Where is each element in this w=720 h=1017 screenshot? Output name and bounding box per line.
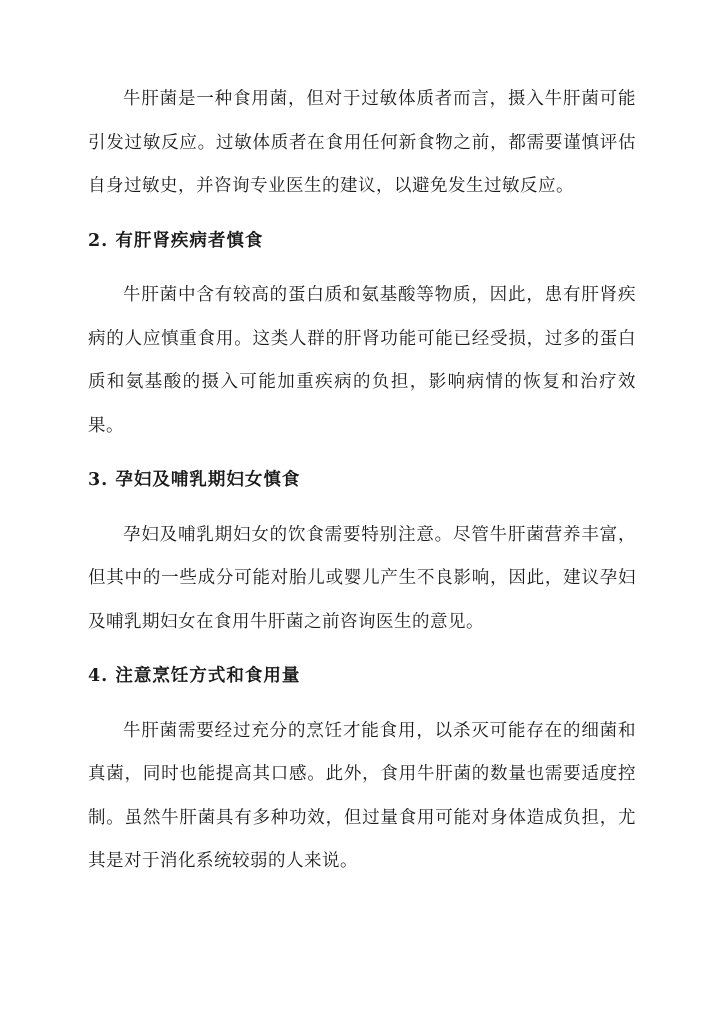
section-heading-4: 4. 注意烹饪方式和食用量 xyxy=(88,666,301,686)
spacer xyxy=(88,263,636,274)
section-heading-3: 3. 孕妇及哺乳期妇女慎食 xyxy=(88,470,301,490)
spacer xyxy=(88,699,636,710)
intro-paragraph: 牛肝菌是一种食用菌，但对于过敏体质者而言，摄入牛肝菌可能引发过敏反应。过敏体质者在食用任何新食物之前，都需要谨慎评估自身过敏史，并咨询专业医生的建议，以避免发生过敏反应。 xyxy=(88,89,636,196)
document-page xyxy=(88,78,636,884)
spacer xyxy=(88,209,636,220)
section-paragraph-3: 孕妇及哺乳期妇女的饮食需要特别注意。尽管牛肝菌营养丰富，但其中的一些成分可能对胎儿或婴儿产生不良影响，因此，建议孕妇及哺乳期妇女在食用牛肝菌之前咨询医生的意见。 xyxy=(88,524,636,632)
section-paragraph-2: 牛肝菌中含有较高的蛋白质和氨基酸等物质，因此，患有肝肾疾病的人应慎重食用。这类人群的肝肾功能可能已经受损，过多的蛋白质和氨基酸的摄入可能加重疾病的负担，影响病情的恢复和治疗效果。 xyxy=(88,285,636,436)
section-paragraph-4: 牛肝菌需要经过充分的烹饪才能食用，以杀灭可能存在的细菌和真菌，同时也能提高其口感。此外，食用牛肝菌的数量也需要适度控制。虽然牛肝菌具有多种功效，但过量食用可能对身体造成负担，尤其是对于消化系统较弱的人来说。 xyxy=(88,720,636,871)
spacer xyxy=(88,448,636,459)
spacer xyxy=(88,503,636,514)
section-heading-2: 2. 有肝肾疾病者慎食 xyxy=(88,230,264,251)
spacer xyxy=(88,644,636,655)
